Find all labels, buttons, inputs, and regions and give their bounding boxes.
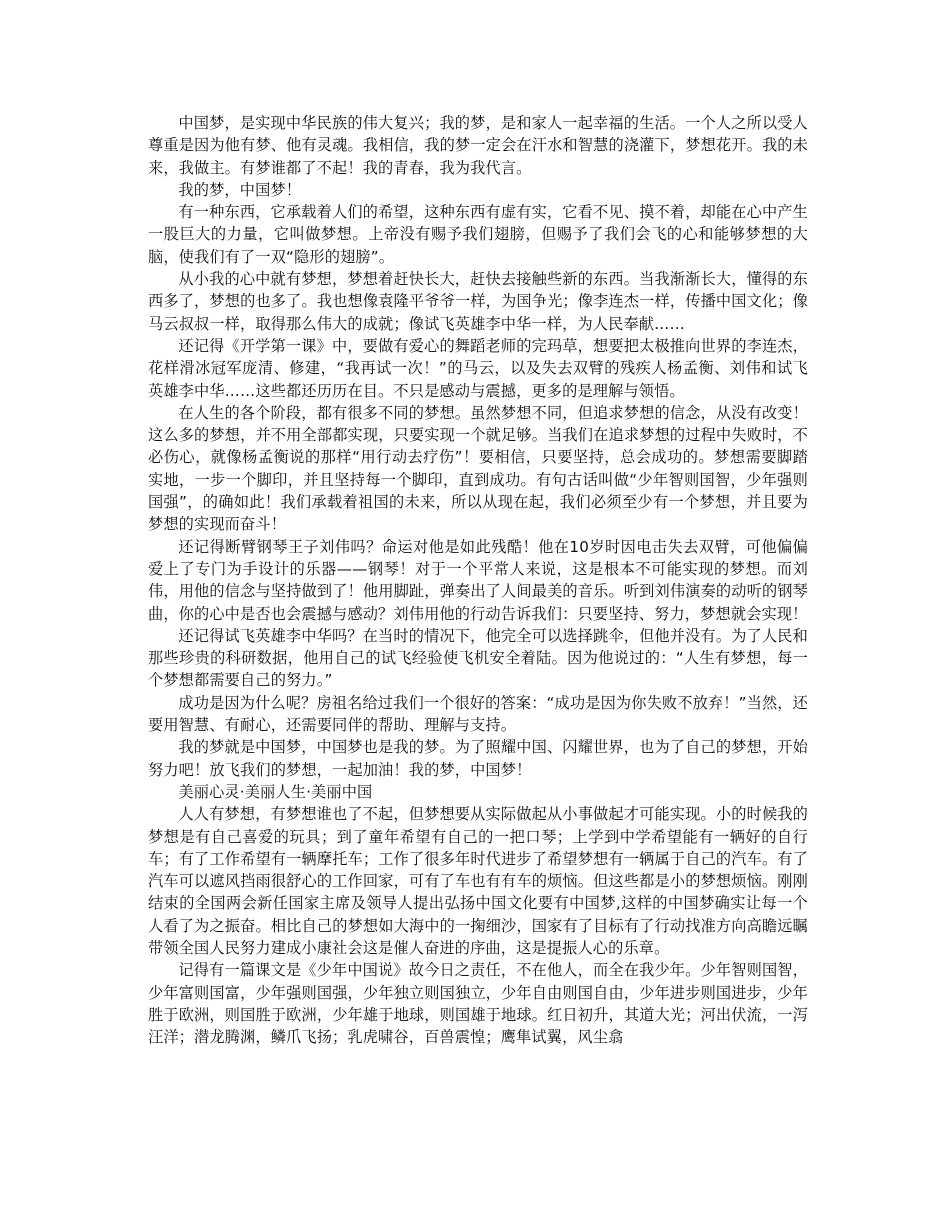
paragraph-3: 有一种东西，它承载着人们的希望，这种东西有虚有实，它看不见、摸不着，却能在心中产生一股巨大的力量，它叫做梦想。上帝没有赐予我们翅膀，但赐予了我们会飞的心和能够梦想的大脑，使我们有了一双“隐形的翅膀”。: [148, 203, 808, 266]
paragraph-2: 我的梦，中国梦！: [178, 180, 302, 199]
paragraph-4: 从小我的心中就有梦想，梦想着赶快长大，赶快去接触些新的东西。当我渐渐长大，懂得的东西多了，梦想的也多了。我也想像袁隆平爷爷一样，为国争光；像李连杰一样，传播中国文化；像马云叔叔一样，取得那么伟大的成就；像试飞英雄李中华一样，为人民奉献……: [148, 270, 808, 333]
paragraph-6: 在人生的各个阶段，都有很多不同的梦想。虽然梦想不同，但追求梦想的信念，从没有改变！这么多的梦想，并不用全部都实现，只要实现一个就足够。当我们在追求梦想的过程中失败时，不必伤心，就像杨孟衡说的那样“用行动去疗伤”！要相信，只要坚持，总会成功的。梦想需要脚踏实地，一步一个脚印，并且坚持每一个脚印，直到成功。有句古话叫做“少年智则国智，少年强则国强”，的确如此！我们承载着祖国的未来，所以从现在起，我们必须至少有一个梦想，并且要为梦想的实现而奋斗！: [148, 403, 808, 534]
paragraph-9: 成功是因为什么呢？房祖名给过我们一个很好的答案：“成功是因为你失败不放弃！”当然，还要用智慧、有耐心，还需要同伴的帮助、理解与支持。: [148, 693, 808, 735]
paragraph-12: 人人有梦想，有梦想谁也了不起，但梦想要从实际做起从小事做起才可能实现。小的时候我的梦想是有自己喜爱的玩具；到了童年希望有自己的一把口琴；上学到中学希望能有一辆好的自行车；有了工作希望有一辆摩托车；工作了很多年时代进步了希望梦想有一辆属于自己的汽车。有了汽车可以遮风挡雨很舒心的工作回家，可有了车也有有车的烦恼。但这些都是小的梦想烦恼。刚刚结束的全国两会新任国家主席及领导人提出弘扬中国文化要有中国梦,这样的中国梦确实让每一个人看了为之振奋。相比自己的梦想如大海中的一掬细沙，国家有了目标有了行动找准方向高瞻远瞩带领全国人民努力建成小康社会这是催人奋进的序曲，这是提振人心的乐章。: [148, 805, 808, 957]
paragraph-1: 中国梦，是实现中华民族的伟大复兴；我的梦，是和家人一起幸福的生活。一个人之所以受人尊重是因为他有梦、他有灵魂。我相信，我的梦一定会在汗水和智慧的浇灌下，梦想花开。我的未来，我做主。有梦谁都了不起！我的青春，我为我代言。: [148, 114, 808, 177]
paragraph-13: 记得有一篇课文是《少年中国说》故今日之责任，不在他人，而全在我少年。少年智则国智，少年富则国富，少年强则国强，少年独立则国独立，少年自由则国自由，少年进步则国进步，少年胜于欧洲，则国胜于欧洲，少年雄于地球，则国雄于地球。红日初升，其道大光；河出伏流，一泻汪洋；潜龙腾渊，鳞爪飞扬；乳虎啸谷，百兽震惶；鹰隼试翼，风尘翕: [148, 961, 808, 1047]
paragraph-5: 还记得《开学第一课》中，要做有爱心的舞蹈老师的完玛草，想要把太极推向世界的李连杰，花样滑冰冠军庞清、修建，“我再试一次！”的马云，以及失去双臂的残疾人杨孟衡、刘伟和试飞英雄李中华……这些都还历历在目。不只是感动与震撼，更多的是理解与领悟。: [148, 336, 808, 400]
paragraph-11: 美丽心灵·美丽人生·美丽中国: [178, 782, 373, 801]
document-body: [148, 112, 808, 1048]
paragraph-10: 我的梦就是中国梦，中国梦也是我的梦。为了照耀中国、闪耀世界，也为了自己的梦想，开始努力吧！放飞我们的梦想，一起加油！我的梦，中国梦！: [148, 738, 808, 779]
paragraph-8: 还记得试飞英雄李中华吗？在当时的情况下，他完全可以选择跳伞，但他并没有。为了人民和那些珍贵的科研数据，他用自己的试飞经验使飞机安全着陆。因为他说过的：“人生有梦想，每一个梦想都需要自己的努力。”: [148, 626, 808, 690]
paragraph-7: 还记得断臂钢琴王子刘伟吗？命运对他是如此残酷！他在10岁时因电击失去双臂，可他偏偏爱上了专门为手设计的乐器——钢琴！对于一个平常人来说，这是根本不可能实现的梦想。而刘伟，用他的信念与坚持做到了！他用脚趾，弹奏出了人间最美的音乐。听到刘伟演奏的动听的钢琴曲，你的心中是否也会震撼与感动？刘伟用他的行动告诉我们：只要坚持、努力，梦想就会实现！: [148, 537, 808, 623]
